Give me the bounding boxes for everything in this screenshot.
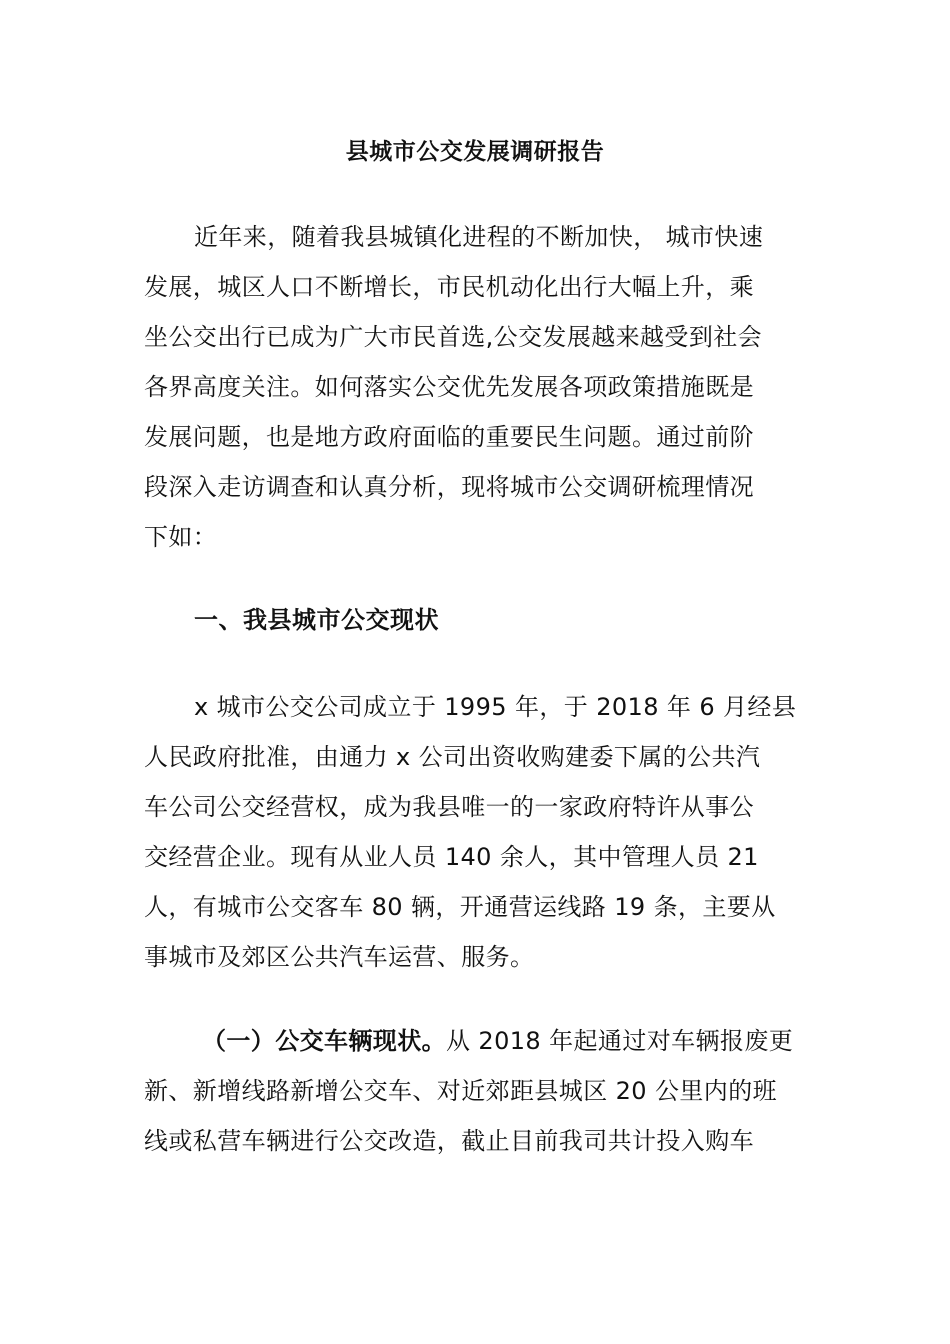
paragraph-line: 近年来，随着我县城镇化进程的不断加快， 城市快速 (194, 223, 764, 251)
paragraph-line: 人，有城市公交客车 80 辆，开通营运线路 19 条，主要从 (144, 893, 776, 921)
paragraph-line: 交经营企业。现有从业人员 140 余人，其中管理人员 21 (144, 843, 759, 871)
paragraph-line: 坐公交出行已成为广大市民首选,公交发展越来越受到社会 (144, 323, 763, 351)
paragraph-line: 发展，城区人口不断增长，市民机动化出行大幅上升，乘 (144, 273, 754, 301)
subsection1-paragraph (144, 1016, 804, 1166)
section-heading: 一、我县城市公交现状 (194, 606, 439, 634)
paragraph-line: 发展问题，也是地方政府面临的重要民生问题。通过前阶 (144, 423, 754, 451)
paragraph-line: 各界高度关注。如何落实公交优先发展各项政策措施既是 (144, 373, 754, 401)
paragraph-line: x 城市公交公司成立于 1995 年，于 2018 年 6 月经县 (194, 693, 797, 721)
section1-paragraph (144, 682, 804, 982)
paragraph-line: 新、新增线路新增公交车、对近郊距县城区 20 公里内的班 (144, 1077, 777, 1105)
paragraph-line: 下如： (144, 523, 218, 551)
document-title: 县城市公交发展调研报告 (345, 139, 605, 165)
paragraph-line: 事城市及郊区公共汽车运营、服务。 (144, 943, 535, 971)
paragraph-line: 车公司公交经营权，成为我县唯一的一家政府特许从事公 (144, 793, 754, 821)
paragraph-line: 人民政府批准，由通力 x 公司出资收购建委下属的公共汽 (144, 743, 761, 771)
intro-paragraph (144, 212, 804, 562)
paragraph-line: （一）公交车辆现状。从 2018 年起通过对车辆报废更 (202, 1027, 794, 1055)
subsection-heading: （一）公交车辆现状。 (202, 1027, 446, 1055)
paragraph-line: 线或私营车辆进行公交改造，截止目前我司共计投入购车 (144, 1127, 754, 1155)
paragraph-line: 段深入走访调查和认真分析，现将城市公交调研梳理情况 (144, 473, 754, 501)
